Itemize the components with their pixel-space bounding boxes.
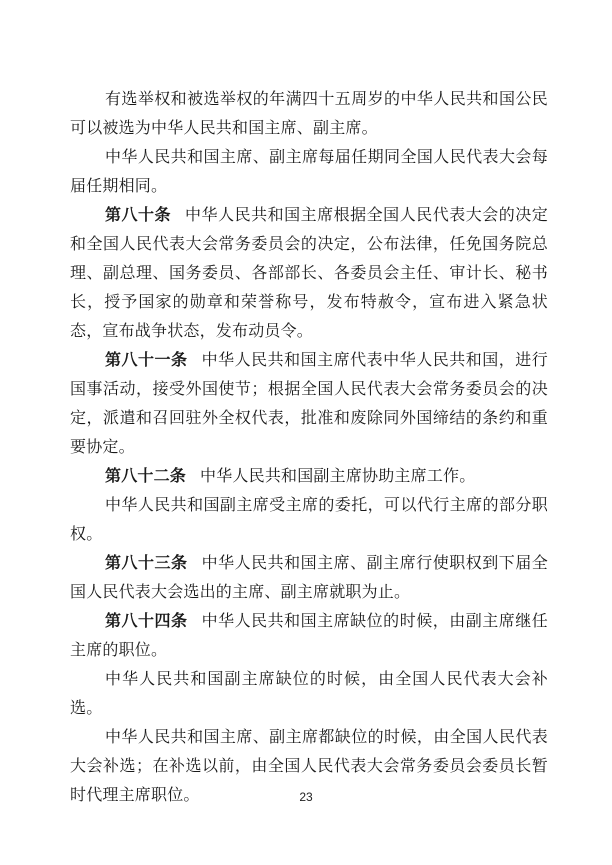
page-number: 23 [299, 790, 313, 804]
paragraph-1-text: 有选举权和被选举权的年满四十五周岁的中华人民共和国公民可以被选为中华人民共和国主席、副主席。 [70, 89, 548, 137]
paragraph-9-text: 中华人民共和国副主席缺位的时候，由全国人民代表大会补选。 [70, 669, 548, 717]
document-body [70, 84, 548, 809]
paragraph-2 [70, 142, 548, 200]
article-80 [70, 200, 548, 345]
article-81 [70, 345, 548, 461]
article-83-text: 中华人民共和国主席、副主席行使职权到下届全国人民代表大会选出的主席、副主席就职为止。 [70, 553, 548, 601]
article-82 [70, 461, 548, 490]
article-80-text: 中华人民共和国主席根据全国人民代表大会的决定和全国人民代表大会常务委员会的决定，公布法律，任免国务院总理、副总理、国务委员、各部部长、各委员会主任、审计长、秘书长，授予国家的勋章和荣誉称号，发布特赦令，宣布进入紧急状态，宣布战争状态，发布动员令。 [70, 205, 548, 340]
paragraph-10-text: 中华人民共和国主席、副主席都缺位的时候，由全国人民代表大会补选；在补选以前，由全国人民代表大会常务委员会委员长暂时代理主席职位。 [70, 727, 548, 804]
article-83-number: 第八十三条 [105, 553, 188, 572]
article-81-number: 第八十一条 [105, 350, 188, 369]
article-81-text: 中华人民共和国主席代表中华人民共和国，进行国事活动，接受外国使节；根据全国人民代表大会常务委员会的决定，派遣和召回驻外全权代表，批准和废除同外国缔结的条约和重要协定。 [70, 350, 548, 456]
article-84-number: 第八十四条 [105, 611, 188, 630]
article-83 [70, 548, 548, 606]
paragraph-9 [70, 664, 548, 722]
article-84 [70, 606, 548, 664]
article-84-text: 中华人民共和国主席缺位的时候，由副主席继任主席的职位。 [70, 611, 548, 659]
article-82-number: 第八十二条 [105, 466, 187, 485]
paragraph-6 [70, 490, 548, 548]
article-82-text: 中华人民共和国副主席协助主席工作。 [200, 466, 476, 485]
paragraph-2-text: 中华人民共和国主席、副主席每届任期同全国人民代表大会每届任期相同。 [70, 147, 548, 195]
paragraph-6-text: 中华人民共和国副主席受主席的委托，可以代行主席的部分职权。 [70, 495, 548, 543]
article-80-number: 第八十条 [105, 205, 172, 224]
paragraph-1 [70, 84, 548, 142]
